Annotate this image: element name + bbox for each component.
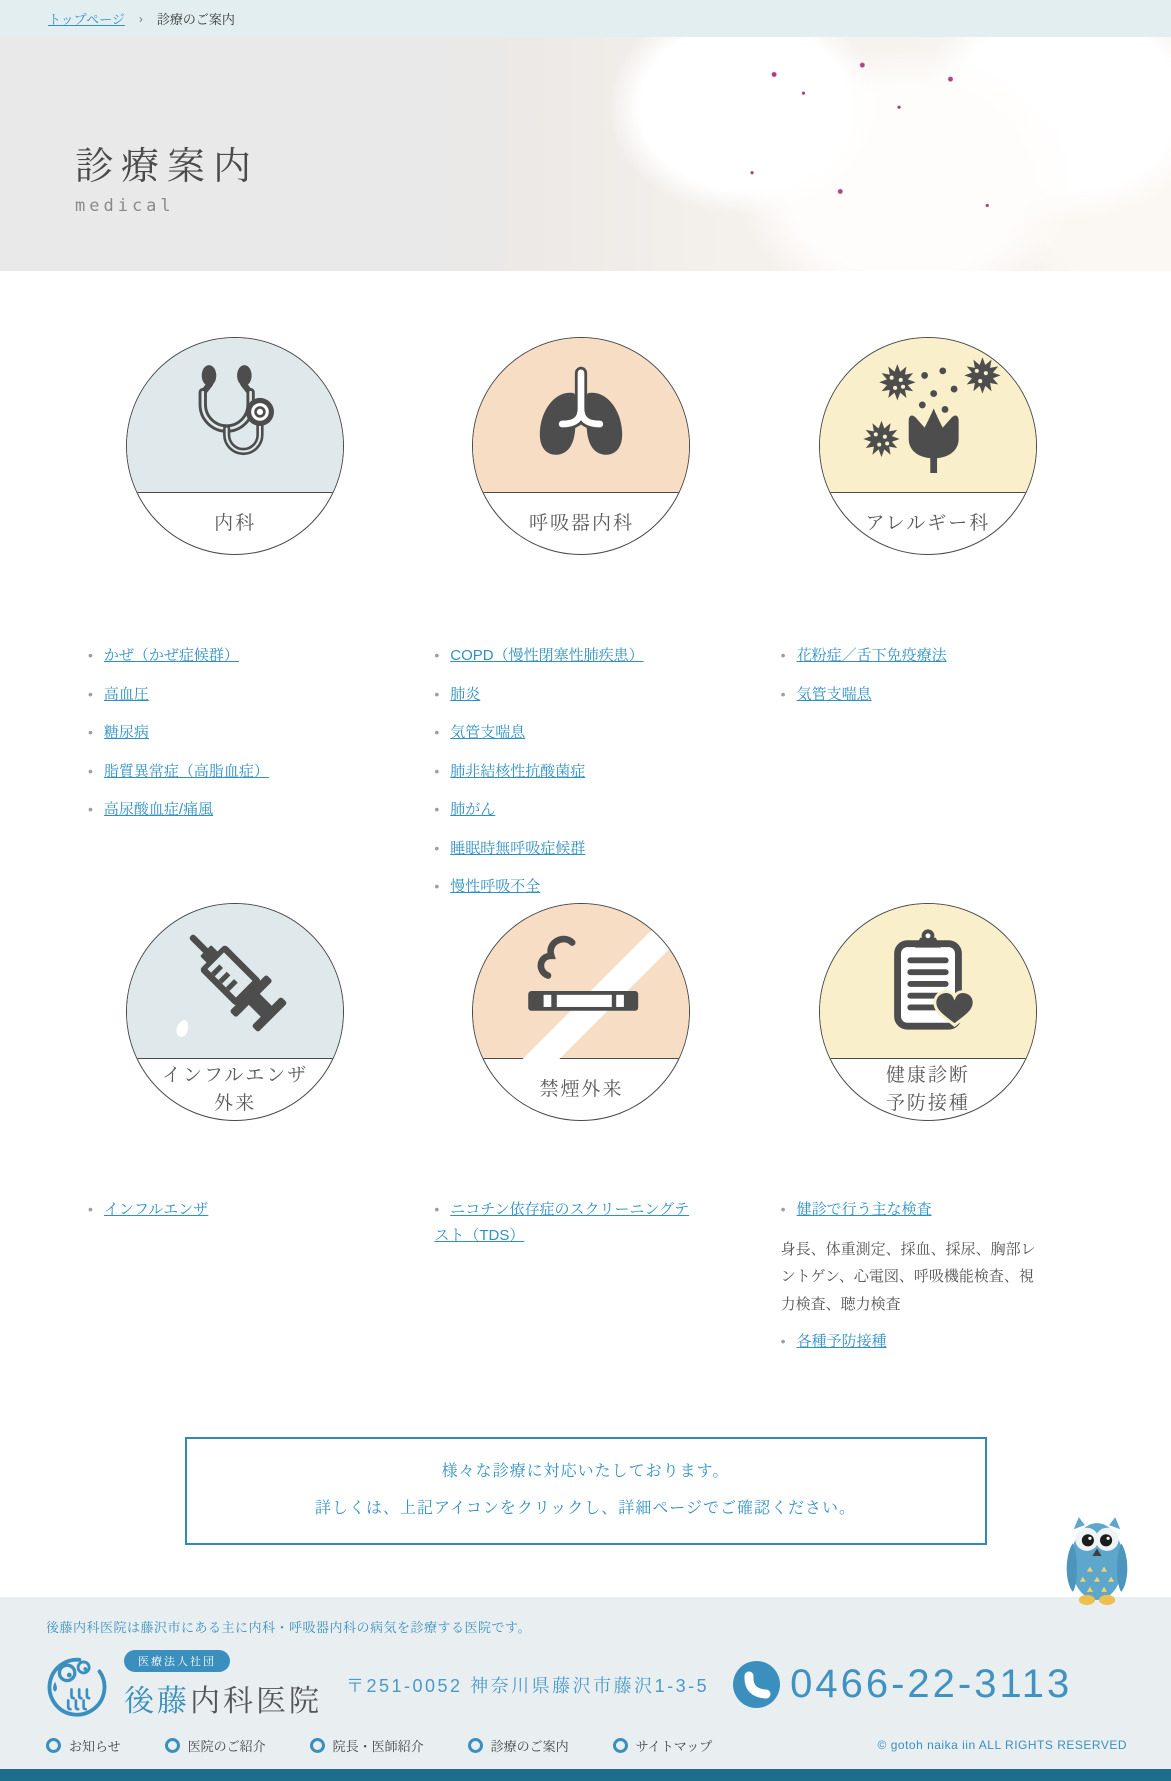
allergy-circle-button[interactable]: [819, 337, 1037, 555]
link-tounyoubyou[interactable]: 糖尿病: [103, 724, 149, 741]
link-copd[interactable]: COPD（慢性閉塞性肺疾患）: [450, 647, 644, 664]
kinen-circle-button[interactable]: [472, 903, 690, 1121]
link-haien[interactable]: 肺炎: [450, 685, 481, 703]
link-suimin[interactable]: 睡眠時無呼吸症候群: [450, 839, 586, 857]
notice-line-1: 様々な診療に対応いたしております。: [441, 1463, 730, 1481]
circle-bullet-icon: [310, 1738, 325, 1753]
page-header: [0, 37, 1171, 271]
influenza-link-list: [68, 1197, 402, 1337]
lungs-icon: [525, 364, 637, 464]
link-kenshin-kensa[interactable]: 健診で行う主な検査: [796, 1201, 932, 1218]
phone-block[interactable]: [733, 1661, 1072, 1708]
list-item: [434, 874, 696, 900]
notice-line-2: 詳しくは、上記アイコンをクリックし、詳細ページでご確認ください。: [315, 1500, 856, 1518]
notice-box: [185, 1437, 987, 1545]
page-title: 診療案内: [75, 146, 260, 188]
no-smoking-cigarette-icon: [515, 927, 647, 1033]
link-zensoku-allergy[interactable]: 気管支喘息: [796, 685, 872, 703]
link-tsuufuu[interactable]: 高尿酸血症/痛風: [103, 801, 214, 818]
link-tds[interactable]: ニコチン依存症のスクリーニングテスト（TDS）: [434, 1201, 690, 1244]
allergy-link-list: [761, 643, 1095, 903]
section-naika: [62, 337, 408, 903]
pollen-flower-icon: [853, 355, 1003, 473]
circle-label-kinen: 禁煙外来: [539, 1078, 624, 1100]
list-item: [434, 1197, 696, 1248]
list-item: [781, 1329, 1043, 1355]
main-content: [0, 271, 1171, 1545]
list-item: [434, 720, 696, 746]
kokyuki-circle-button[interactable]: [472, 337, 690, 555]
kokyuki-link-list: [414, 643, 748, 903]
orchid-photo: [436, 37, 1171, 271]
list-item: [88, 797, 350, 823]
link-kokyufuzen[interactable]: 慢性呼吸不全: [450, 878, 541, 895]
kenshin-circle-button[interactable]: [819, 903, 1037, 1121]
circle-label-kenshin-2: 予防接種: [885, 1092, 970, 1114]
circle-label-influenza-2: 外来: [214, 1092, 257, 1114]
section-kokyuki: [408, 337, 754, 903]
section-kinen: [408, 903, 754, 1367]
circle-label-naika: 内科: [214, 512, 257, 534]
kenshin-link-list: [761, 1197, 1095, 1354]
list-item: [434, 643, 696, 669]
list-item: [434, 836, 696, 862]
circle-bullet-icon: [613, 1738, 628, 1753]
phone-icon: [733, 1661, 780, 1708]
list-item: [88, 759, 350, 785]
circle-bullet-icon: [468, 1738, 483, 1753]
copyright: © gotoh naika iin ALL RIGHTS RESERVED: [877, 1738, 1127, 1753]
list-item: [434, 682, 696, 708]
checkup-clipboard-heart-icon: [874, 926, 982, 1034]
link-yobousesshu[interactable]: 各種予防接種: [796, 1332, 887, 1350]
section-allergy: [755, 337, 1101, 903]
footer-tagline: 後藤内科医院は藤沢市にある主に内科・呼吸器内科の病気を診療する医院です。: [46, 1619, 531, 1635]
circle-label-influenza-1: インフルエンザ: [162, 1065, 309, 1087]
list-item: [88, 720, 350, 746]
footer-nav-oshirase[interactable]: お知らせ: [46, 1736, 121, 1755]
list-item: [781, 1197, 1043, 1223]
corporate-badge: 医療法人社団: [124, 1650, 230, 1672]
breadcrumb-home-link[interactable]: トップページ: [48, 12, 125, 27]
breadcrumb: [0, 0, 1171, 37]
clinic-logo-owl-icon[interactable]: [44, 1652, 110, 1718]
footer-bottom-bar: [0, 1769, 1171, 1781]
stethoscope-icon: [177, 362, 293, 466]
footer-nav-sitemap[interactable]: サイトマップ: [613, 1736, 713, 1755]
footer: [0, 1597, 1171, 1781]
influenza-circle-button[interactable]: [126, 903, 344, 1121]
owl-mascot: [1061, 1509, 1133, 1605]
link-kafunshou[interactable]: 花粉症／舌下免疫療法: [796, 647, 947, 664]
list-item: [434, 759, 696, 785]
breadcrumb-current: 診療のご案内: [156, 12, 235, 27]
footer-nav-shinryou[interactable]: 診療のご案内: [468, 1736, 569, 1755]
section-influenza: [62, 903, 408, 1367]
kenshin-note: 身長、体重測定、採血、採尿、胸部レントゲン、心電図、呼吸機能検査、視力検査、聴力検査: [780, 1240, 1036, 1313]
circle-bullet-icon: [46, 1738, 61, 1753]
link-zensoku[interactable]: 気管支喘息: [450, 724, 526, 741]
link-haigan[interactable]: 肺がん: [450, 801, 496, 818]
circle-label-allergy: アレルギー科: [865, 512, 991, 534]
footer-nav-shoukai[interactable]: 医院のご紹介: [165, 1736, 266, 1755]
link-kousankin[interactable]: 肺非結核性抗酸菌症: [450, 762, 586, 780]
naika-link-list: [68, 643, 402, 903]
list-item: [88, 682, 350, 708]
link-kaze[interactable]: かぜ（かぜ症候群）: [103, 647, 239, 664]
section-kenshin: [755, 903, 1101, 1367]
link-kouketsuatsu[interactable]: 高血圧: [103, 685, 149, 703]
list-item: [781, 682, 1043, 708]
breadcrumb-separator-icon: ›: [138, 11, 143, 26]
list-item: [88, 1197, 350, 1223]
footer-nav-inchou[interactable]: 院長・医師紹介: [310, 1736, 424, 1755]
syringe-icon: [170, 915, 300, 1045]
list-item: [88, 643, 350, 669]
footer-nav: [46, 1736, 712, 1755]
circle-label-kenshin-1: 健康診断: [885, 1065, 970, 1087]
naika-circle-button[interactable]: [126, 337, 344, 555]
clinic-address: 〒251-0052 神奈川県藤沢市藤沢1-3-5: [346, 1675, 710, 1696]
page-subtitle: medical: [75, 196, 175, 216]
list-item: [434, 797, 696, 823]
clinic-name-block[interactable]: [124, 1650, 322, 1720]
kinen-link-list: [414, 1197, 748, 1337]
phone-number: 0466-22-3113: [790, 1662, 1073, 1707]
circle-bullet-icon: [165, 1738, 180, 1753]
link-influenza[interactable]: インフルエンザ: [103, 1201, 209, 1218]
clinic-name: 後藤内科医院: [124, 1684, 322, 1718]
link-shishitsu[interactable]: 脂質異常症（高脂血症）: [103, 762, 269, 780]
circle-label-kokyuki: 呼吸器内科: [528, 512, 634, 534]
list-item: [781, 643, 1043, 669]
